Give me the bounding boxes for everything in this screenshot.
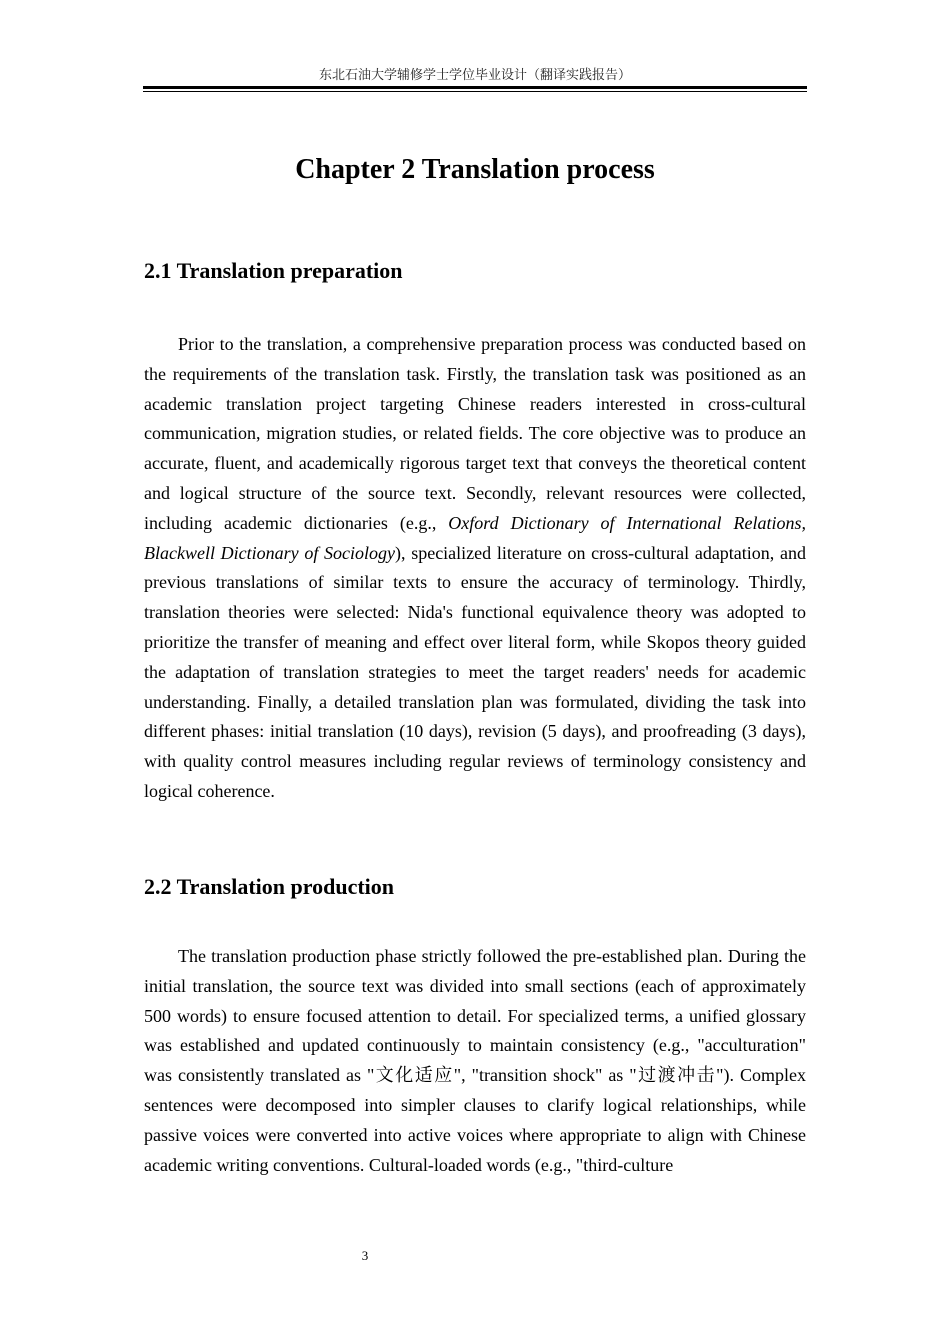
section-heading-2-1: 2.1 Translation preparation [144, 258, 403, 283]
dictionary-titles: Oxford Dictionary of International Relations, Blackwell Dictionary of Sociology [144, 512, 806, 563]
header-rule-thin [143, 91, 807, 92]
page-header: 东北石油大学辅修学士学位毕业设计（翻译实践报告） [318, 68, 631, 83]
section-2-2-paragraph: The translation production phase strictly followed the pre-established plan. During the initial translation, the source text was divided into small sections (each of approximately 500 words) to ensure focused attention to detail. For specialized terms, a unified glossary was established and updated continuously to maintain consistency (e.g., "acculturation" was consistently translated as "文化适应", "transition shock" as "过渡冲击"). Complex sentences were decomposed into simpler clauses to clarify logical relationships, while passive voices were converted into active voices where appropriate to align with Chinese academic writing conventions. Cultural-loaded words (e.g., "third-culture [144, 946, 806, 1175]
para-text-1: Prior to the translation, a comprehensive preparation process was conducted based on the requirements of the translation task. Firstly, the translation task was positioned as an academic translation project targeting Chinese readers interested in cross-cultural communication, migration studies, or related fields. The core objective was to produce an accurate, fluent, and academically rigorous target text that conveys the theoretical content and logical structure of the source text. Secondly, relevant resources were collected, including academic dictionaries (e.g., [144, 334, 806, 533]
header-rule-thick [143, 86, 807, 89]
para-text-2: ), specialized literature on cross-cultural adaptation, and previous translations of similar texts to ensure the accuracy of terminology. Thirdly, translation theories were selected: Nida's functional equivalence theory was adopted to prioritize the transfer of meaning and effect over literal form, while Skopos theory guided the adaptation of translation strategies to meet the target readers' needs for academic understanding. Finally, a detailed translation plan was formulated, dividing the task into different phases: initial translation (10 days), revision (5 days), and proofreading (3 days), with quality control measures including regular reviews of terminology consistency and logical coherence. [144, 542, 806, 801]
page-number: 3 [361, 1248, 369, 1263]
section-heading-2-2: 2.2 Translation production [144, 874, 395, 899]
chapter-title: Chapter 2 Translation process [295, 154, 655, 185]
section-2-1-paragraph [144, 330, 806, 807]
